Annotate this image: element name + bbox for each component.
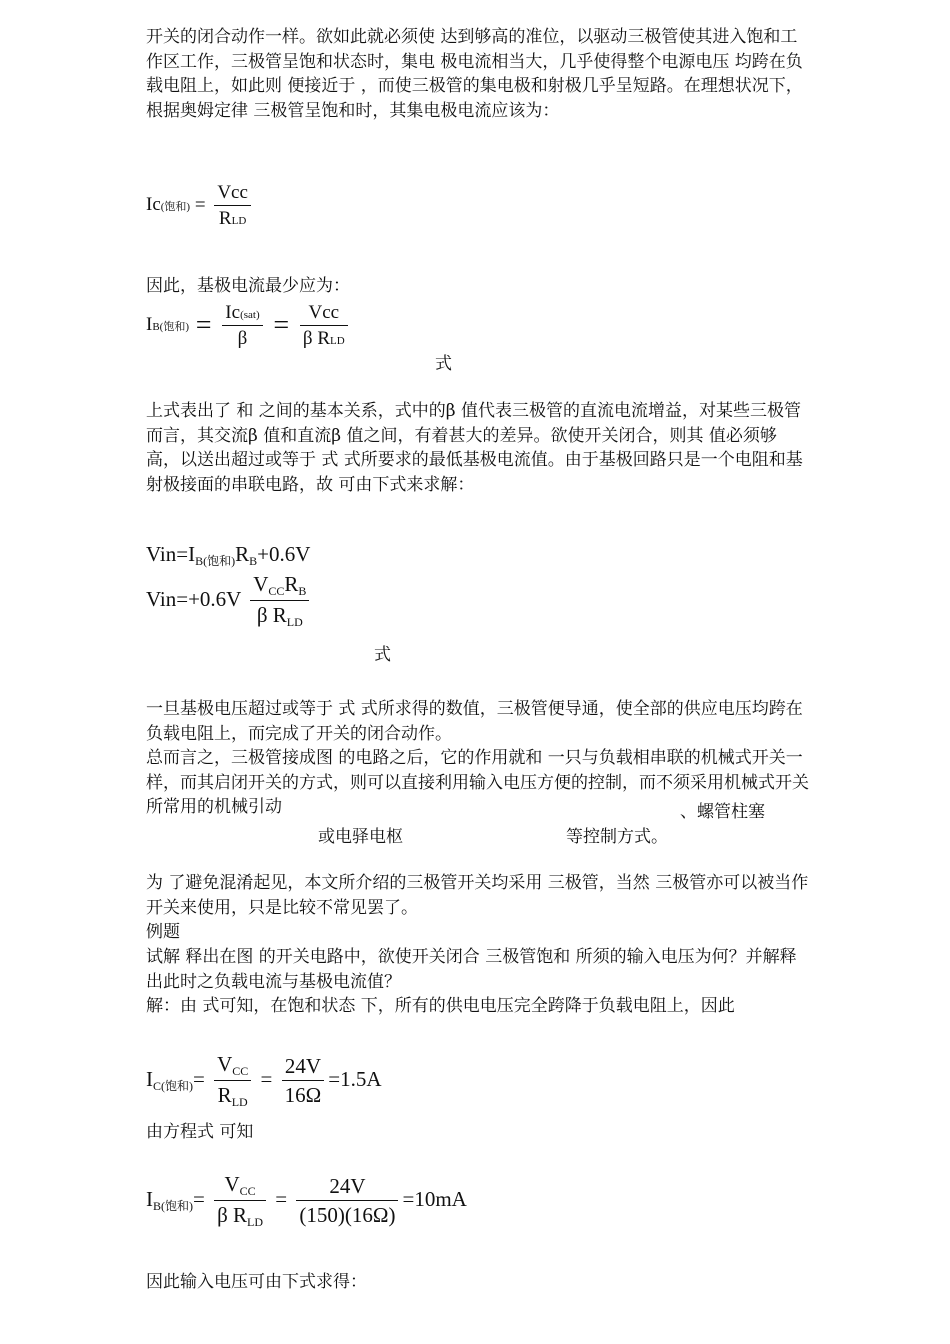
eq6-fraction-1: $\frac{V_{CC}}{\beta R_{LD}}$ — [214, 1172, 266, 1230]
equation-vin-2: Vin=+0.6V $\frac{V_{CC}R_B}{\beta R_{LD}}$ — [146, 572, 313, 630]
paragraph-relationship: 上式表出了 和 之间的基本关系，式中的β 值代表三极管的直流电流增益，对某些三极管 而言，其交流β 值和直流β 值之间，有着甚大的差异。欲使开关闭合，则其 值必须够高，以送出超过或等于 式 式所要求的最低基极电流值。由于基极回路只是一个电阻和基射极接面的串联电路，故 可由下式来求解： — [146, 401, 803, 495]
paragraph-npn-note: 为 了避免混淆起见，本文所介绍的三极管开关均采用 三极管，当然 三极管亦可以被当作开关来使用，只是比较不常见罢了。 — [146, 873, 809, 918]
paragraph-input-voltage: 因此输入电压可由下式求得： — [146, 1272, 367, 1292]
equation-vin-1: $Vin=I_{B(饱和)}R_B+0.6V$ — [146, 542, 311, 568]
eq4-fraction: $\frac{V_{CC}R_B}{\beta R_{LD}}$ — [250, 572, 309, 630]
heading-example: 例题 — [146, 922, 180, 942]
eq6-fraction-2: $\frac{24V}{(150)(16\Omega)}$ — [296, 1174, 398, 1228]
equation-base-result: $I_{B(饱和)}=$ $\frac{V_{CC}}{\beta R_{LD}}$ = $\frac{24V}{(150)(16\Omega)}$ =10mA — [146, 1172, 467, 1229]
equation-label-2: 式 — [374, 645, 391, 665]
paragraph-example-question: 试解 释出在图 的开关电路中，欲使开关闭合 三极管饱和 所须的输入电压为何？并解释出此时之负载电流与基极电流值？ — [146, 947, 797, 992]
eq2-fraction-1: $\frac{\text{Ic(sat)}}{\beta}$ — [222, 302, 262, 350]
equation-collector-result: $I_{C(饱和)}=$ $\frac{V_{CC}}{R_{LD}}$ = $\frac{24V}{16\Omega}$ =1.5A — [146, 1052, 382, 1109]
paragraph-switch-closed: 一旦基极电压超过或等于 式 式所求得的数值，三极管便导通，使全部的供应电压均跨在负载电阻上，而完成了开关的闭合动作。 — [146, 699, 803, 744]
paragraph-saturation-intro: 开关的闭合动作一样。欲如此就必须使 达到够高的准位，以驱动三极管使其进入饱和工作区工作，三极管呈饱和状态时，集电 极电流相当大，几乎使得整个电源电压 均跨在负载电阻上，如此则 便接近于 ，而使三极管的集电极和射极几乎呈短路。在理想状况下，根据奥姆定律 三极管呈饱和时，其集电极电流应该为： — [146, 27, 803, 121]
eq1-fraction: $\frac{\text{Vcc}}{\text{RLD}}$ — [214, 182, 251, 230]
equation-label-1: 式 — [435, 354, 452, 374]
paragraph-from-equation: 由方程式 可知 — [146, 1122, 254, 1142]
paragraph-summary: 总而言之，三极管接成图 的电路之后，它的作用就和 一只与负载相串联的机械式开关一样，而其启闭开关的方式，则可以直接利用输入电压方便的控制，而不须采用机械式开关所常用的机械引动 — [146, 748, 809, 817]
equation-base-current: IB(饱和) = $\frac{\text{Ic(sat)}}{\beta}$ = $\frac{\text{Vcc}}{\text{β RLD}}$ — [146, 302, 352, 350]
equation-collector-current: Ic(饱和) = $\frac{\text{Vcc}}{\text{RLD}}$ — [146, 182, 255, 230]
text-control-methods: 等控制方式。 — [566, 827, 668, 847]
text-relay: 或电驿电枢 — [318, 827, 403, 847]
paragraph-solution: 解：由 式可知，在饱和状态 下，所有的供电电压完全跨降于负载电阻上，因此 — [146, 996, 735, 1016]
paragraph-base-current: 因此，基极电流最少应为： — [146, 276, 350, 296]
eq2-lhs: IB(饱和) — [146, 314, 189, 336]
text-solenoid: 、螺管柱塞 — [680, 802, 765, 822]
eq1-lhs: Ic(饱和) — [146, 194, 191, 216]
eq5-fraction-2: $\frac{24V}{16\Omega}$ — [282, 1054, 325, 1108]
eq2-fraction-2: $\frac{\text{Vcc}}{\text{β RLD}}$ — [300, 302, 348, 350]
eq5-fraction-1: $\frac{V_{CC}}{R_{LD}}$ — [214, 1052, 251, 1110]
